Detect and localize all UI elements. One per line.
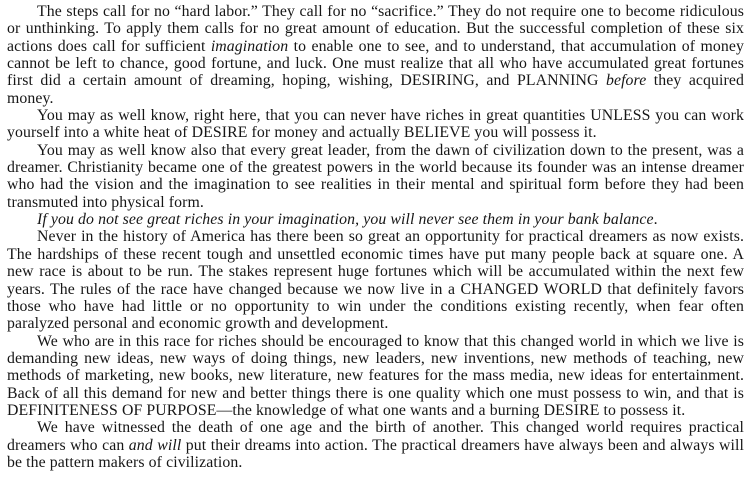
text-run: Never in the history of America has there been so great an opportunity for practical dreamers as now exists. The hardships of these recent tough and unsettled economic times have put many people back at square one. A new race is about to be run. The stakes represent huge fortunes which will be accumulated within the next few years. The rules of the race have changed because we now live in a CHANGED WORLD that definitely favors those who have had little or no opportunity to win under the conditions existing recently, when fear often paralyzed personal and economic growth and development.	[7, 228, 744, 333]
body-text	[7, 3, 744, 471]
text-run: they acquired money.	[7, 72, 744, 107]
emphasis-text: imagination	[210, 37, 289, 55]
paragraph	[7, 3, 744, 107]
paragraph	[7, 333, 744, 420]
emphasis-text: before	[605, 72, 647, 90]
paragraph	[7, 228, 744, 332]
text-run: We have witnessed the death of one age and the birth of another. This changed world requires practical dreamers who can	[7, 419, 744, 454]
paragraph	[7, 142, 744, 211]
text-run: put their dreams into action. The practical dreamers have always been and always will be the pattern makers of civilization.	[7, 436, 744, 471]
paragraph	[7, 419, 744, 471]
text-run: The steps call for no “hard labor.” They call for no “sacrifice.” They do not require one to become ridiculous or unthinking. To apply them calls for no great amount of education. But the successful completion of these six actions does call for sufficient	[7, 3, 744, 55]
emphasis-text: If you do not see great riches in your imagination, you will never see them in your bank balance	[37, 211, 654, 229]
text-run: to enable one to see, and to understand, that accumulation of money cannot be left to chance, good fortune, and luck. One must realize that all who have accumulated great fortunes first did a certain amount of dreaming, hoping, wishing, DESIRING, and PLANNING	[7, 37, 744, 90]
paragraph	[7, 211, 744, 228]
text-run: You may as well know, right here, that you can never have riches in great quantities UNLESS you can work yourself into a white heat of DESIRE for money and actually BELIEVE you will possess it.	[7, 107, 744, 142]
text-run: We who are in this race for riches should be encouraged to know that this changed world in which we live is demanding new ideas, new ways of doing things, new leaders, new inventions, new methods of teaching, new methods of marketing, new books, new literature, new features for the mass media, new ideas for entertainment. Back of all this demand for new and better things there is one quality which one must possess to win, and that is DEFINITENESS OF PURPOSE—the knowledge of what one wants and a burning DESIRE to possess it.	[7, 332, 744, 419]
text-run: .	[653, 211, 658, 229]
emphasis-text: and will	[128, 436, 182, 454]
paragraph	[7, 107, 744, 142]
text-run: You may as well know also that every great leader, from the dawn of civilization down to the present, was a dreamer. Christianity became one of the greatest powers in the world because its founder was an intense dreamer who had the vision and the imagination to see realities in their mental and spiritual form before they had been transmuted into physical form.	[7, 141, 744, 211]
